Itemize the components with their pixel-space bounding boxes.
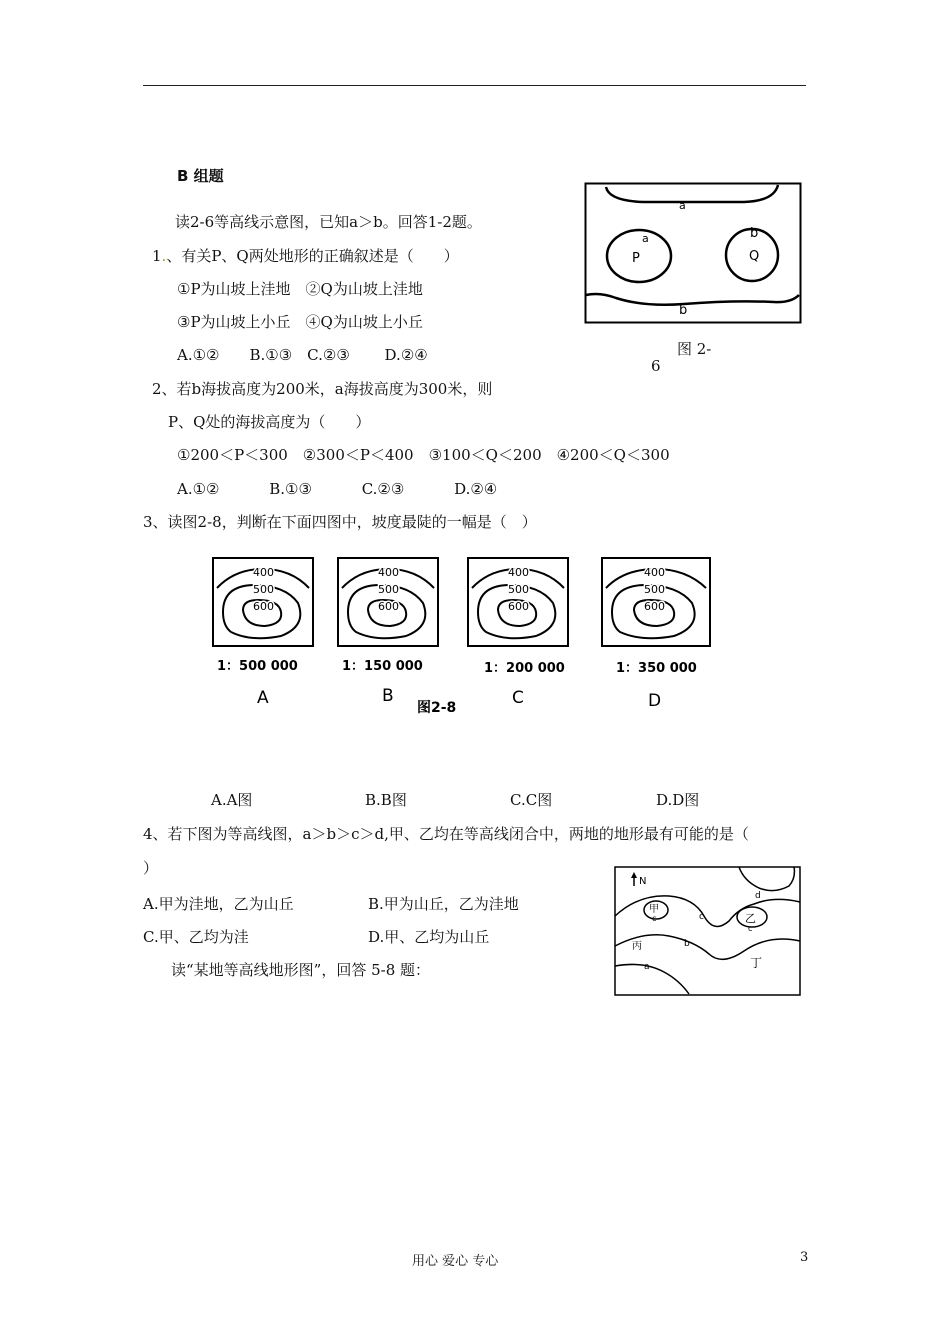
q4-contour-a <box>615 964 689 994</box>
map-a-label-500: 500 <box>253 583 274 596</box>
q4-stem-line-2: ） <box>143 859 159 877</box>
q3-choice-c: C.C图 <box>510 791 553 809</box>
map-c-label-600: 600 <box>508 600 529 613</box>
q2-stem-line-1: 2、若b海拔高度为200米，a海拔高度为300米，则 <box>152 380 493 398</box>
section-title: B 组题 <box>177 167 224 185</box>
fig26-contour-b-bottom <box>586 294 799 305</box>
q4-contour-map <box>614 866 801 996</box>
q2-choices: A.①② B.①③ C.②③ D.②④ <box>177 480 498 498</box>
header-rule <box>143 85 806 86</box>
q5-intro: 读“某地等高线地形图”，回答 5-8 题： <box>171 961 431 979</box>
map-c-label-500: 500 <box>508 583 529 596</box>
q1-number: 1 <box>152 247 162 265</box>
page-number: 3 <box>800 1250 809 1265</box>
map-d-label-400: 400 <box>644 566 665 579</box>
q1-stem-text: 、有关P、Q两处地形的正确叙述是（ ） <box>166 247 459 265</box>
map-b-label-500: 500 <box>378 583 399 596</box>
fig26-caption-line-2: 6 <box>651 357 661 375</box>
q4-contour-d <box>739 867 794 891</box>
q4-label-c2: c <box>748 924 753 933</box>
fig26-label-a-top: a <box>679 199 686 212</box>
map-c-label-400: 400 <box>508 566 529 579</box>
stray-dot: . <box>161 247 167 265</box>
q4-option-d: D.甲、乙均为山丘 <box>368 928 490 946</box>
q4-label-c3: c <box>699 912 704 922</box>
q4-label-jia: 甲 <box>649 904 659 915</box>
q4-label-c1: c <box>652 914 657 923</box>
q3-stem: 3、读图2-8，判断在下面四图中，坡度最陡的一幅是（ ） <box>143 513 537 531</box>
map-a-scale: 1：500 000 <box>217 659 298 674</box>
intro-text: 读2-6等高线示意图，已知a＞b。回答1-2题。 <box>175 213 482 231</box>
q1-choices: A.①② B.①③ C.②③ D.②④ <box>177 346 428 364</box>
q2-stem-line-2: P、Q处的海拔高度为（ ） <box>168 413 371 431</box>
map-a <box>213 558 313 708</box>
north-arrow-head-icon <box>631 872 637 878</box>
map-a-label-600: 600 <box>253 600 274 613</box>
q1-option-line-1: ①P为山坡上洼地 ②Q为山坡上洼地 <box>177 280 423 298</box>
fig26-label-a: a <box>642 232 649 245</box>
q2-options: ①200＜P＜300 ②300＜P＜400 ③100＜Q＜200 ④200＜Q＜300 <box>177 446 670 464</box>
map-c-scale: 1：200 000 <box>484 661 565 676</box>
map-b-letter: B <box>382 686 394 706</box>
map-a-letter: A <box>257 688 269 708</box>
q4-option-c: C.甲、乙均为洼 <box>143 928 249 946</box>
fig26-contour-a-top <box>606 185 778 202</box>
q4-label-b: b <box>684 939 690 949</box>
q3-choice-a: A.A图 <box>211 791 253 809</box>
map-b-label-400: 400 <box>378 566 399 579</box>
map-b <box>338 558 438 706</box>
fig26-caption-line-1: 图 2- <box>677 340 712 358</box>
q4-label-yi: 乙 <box>745 912 756 925</box>
q4-option-a: A.甲为洼地，乙为山丘 <box>143 895 294 913</box>
fig26-label-b-bottom: b <box>679 303 688 318</box>
map-d-letter: D <box>648 691 662 711</box>
map-d-label-500: 500 <box>644 583 665 596</box>
q1-stem <box>152 245 459 266</box>
q4-contour-c <box>615 896 800 927</box>
map-a-label-400: 400 <box>253 566 274 579</box>
map-d-scale: 1：350 000 <box>616 661 697 676</box>
map-b-label-600: 600 <box>378 600 399 613</box>
figure-2-6-contour-map <box>584 182 802 324</box>
footer-motto: 用心 爱心 专心 <box>412 1254 499 1269</box>
q3-choice-d: D.D图 <box>656 791 700 809</box>
q4-stem-line-1: 4、若下图为等高线图，a＞b＞c＞d,甲、乙均在等高线闭合中，两地的地形最有可能的是（ <box>143 825 749 843</box>
q4-label-bing: 丙 <box>632 941 642 952</box>
q4-label-a: a <box>644 962 650 972</box>
map-b-scale: 1：150 000 <box>342 659 423 674</box>
q3-choice-b: B.B图 <box>365 791 407 809</box>
fig28-caption: 图2-8 <box>417 700 457 716</box>
fig26-label-b-right: b <box>750 226 759 241</box>
fig26-label-q: Q <box>749 249 760 264</box>
map-d <box>602 558 710 711</box>
map-d-label-600: 600 <box>644 600 665 613</box>
map-c <box>468 558 568 708</box>
q4-contour-b <box>615 935 800 960</box>
map-c-letter: C <box>512 688 524 708</box>
q4-label-ding: 丁 <box>750 956 763 970</box>
q4-label-north: N <box>639 876 647 887</box>
figure-2-8-contour-maps <box>205 552 720 722</box>
q4-label-d: d <box>755 891 761 901</box>
q1-option-line-2: ③P为山坡上小丘 ④Q为山坡上小丘 <box>177 313 423 331</box>
fig26-label-p: P <box>632 251 640 266</box>
q4-option-b: B.甲为山丘，乙为洼地 <box>368 895 519 913</box>
